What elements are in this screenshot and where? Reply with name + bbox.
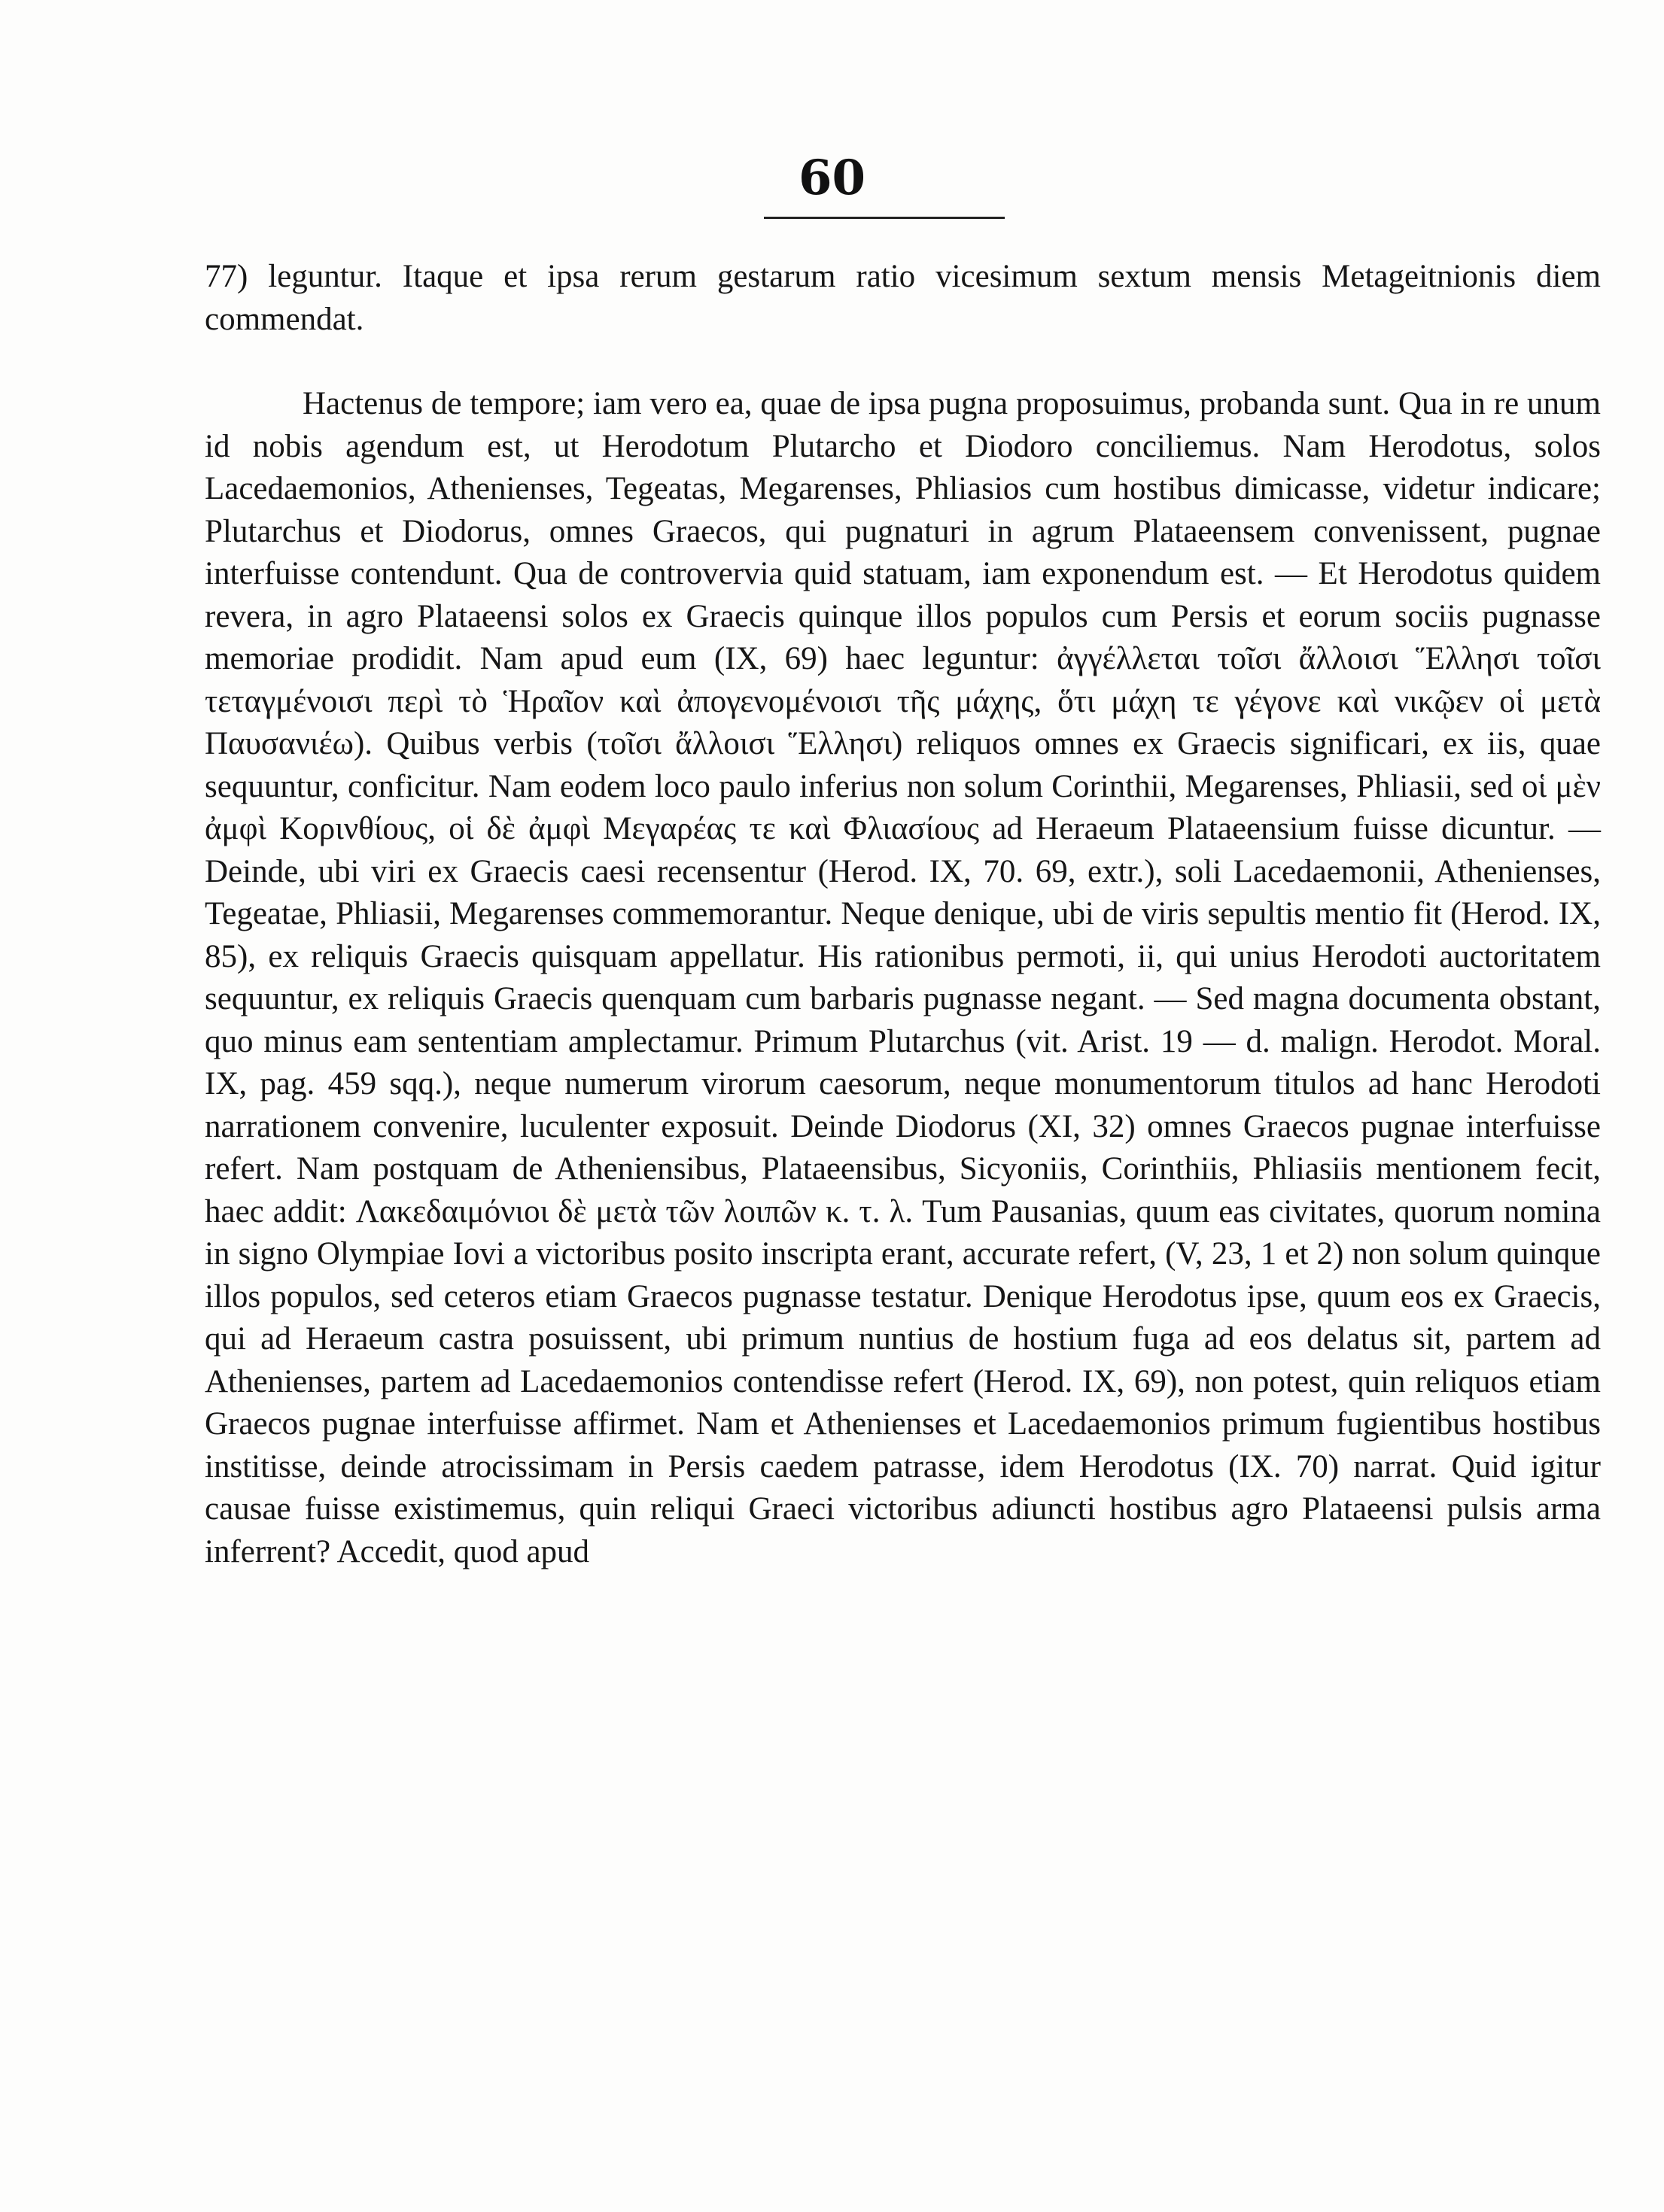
- paragraph: Hactenus de tempore; iam vero ea, quae de ipsa pugna proposuimus, probanda sunt. Qua in re unum id nobis agendum est, ut Herodotum Plutarcho et Diodoro conciliemus. Nam Herodotus, solos Lacedaemonios, Athenienses, Tegeatas, Megarenses, Phliasios cum hostibus dimicasse, videtur indicare; Plutarchus et Diodorus, omnes Graecos, qui pugnaturi in agrum Plataeensem convenissent, pugnae interfuisse contendunt. Qua de controvervia quid statuam, iam exponendum est. — Et Herodotus quidem revera, in agro Plataeensi solos ex Graecis quinque illos populos cum Persis et eorum sociis pugnasse memoriae prodidit. Nam apud eum (IX, 69) haec leguntur: ἀγγέλλεται τοῖσι ἄλλοισι Ἕλλησι τοῖσι τεταγμένοισι περὶ τὸ Ἡραῖον καὶ ἀπογενομένοισι τῆς μάχης, ὅτι μάχη τε γέγονε καὶ νικῷεν οἱ μετὰ Παυσανιέω). Quibus verbis (τοῖσι ἄλλοισι Ἕλλησι) reliquos omnes ex Graecis significari, ex iis, quae sequuntur, conficitur. Nam eodem loco paulo inferius non solum Corinthii, Megarenses, Phliasii, sed οἱ μὲν ἀμφὶ Κορινθίους, οἱ δὲ ἀμφὶ Μεγαρέας τε καὶ Φλιασίους ad Heraeum Plataeensium fuisse dicuntur. — Deinde, ubi viri ex Graecis caesi recensentur (Herod. IX, 70. 69, extr.), soli Lacedaemonii, Athenienses, Tegeatae, Phliasii, Megarenses commemorantur. Neque denique, ubi de viris sepultis mentio fit (Herod. IX, 85), ex reliquis Graecis quisquam appellatur. His rationibus permoti, ii, qui unius Herodoti auctoritatem sequuntur, ex reliquis Graecis quenquam cum barbaris pugnasse negant. — Sed magna documenta obstant, quo minus eam sententiam amplectamur. Primum Plutarchus (vit. Arist. 19 — d. malign. Herodot. Moral. IX, pag. 459 sqq.), neque numerum virorum caesorum, neque monumentorum titulos ad hanc Herodoti narrationem convenire, luculenter exposuit. Deinde Diodorus (XI, 32) omnes Graecos pugnae interfuisse refert. Nam postquam de Atheniensibus, Plataeensibus, Sicyoniis, Corinthiis, Phliasiis mentionem fecit, haec addit: Λακεδαιμόνιοι δὲ μετὰ τῶν λοιπῶν κ. τ. λ. Tum Pausanias, quum eas civitates, quorum nomina in signo Olympiae Iovi a victoribus posito inscripta erant, accurate refert, (V, 23, 1 et 2) non solum quinque illos populos, sed ceteros etiam Graecos pugnasse testatur. Denique Herodotus ipse, quum eos ex Graecis, qui ad Heraeum castra posuissent, ubi primum nuntius de hostium fuga ad eos delatus sit, partem ad Athenienses, partem ad Lacedaemonios contendisse refert (Herod. IX, 69), non potest, quin reliquos etiam Graecos pugnae interfuisse affirmet. Nam et Athenienses et Lacedaemonios primum fugientibus hostibus institisse, deinde atrocissimam in Persis caedem patrasse, idem Herodotus (IX. 70) narrat. Quid igitur causae fuisse existimemus, quin reliqui Graeci victoribus adiuncti hostibus agro Plataeensi pulsis arma inferrent? Accedit, quod apud: [205, 386, 1601, 1569]
- paragraph-continued: 77) leguntur. Itaque et ipsa rerum gestarum ratio vicesimum sextum mensis Metageitnionis diem commendat.: [205, 259, 1601, 337]
- page-number: 60: [798, 150, 866, 206]
- body-text: [205, 256, 1601, 1573]
- header-rule: [764, 217, 1005, 219]
